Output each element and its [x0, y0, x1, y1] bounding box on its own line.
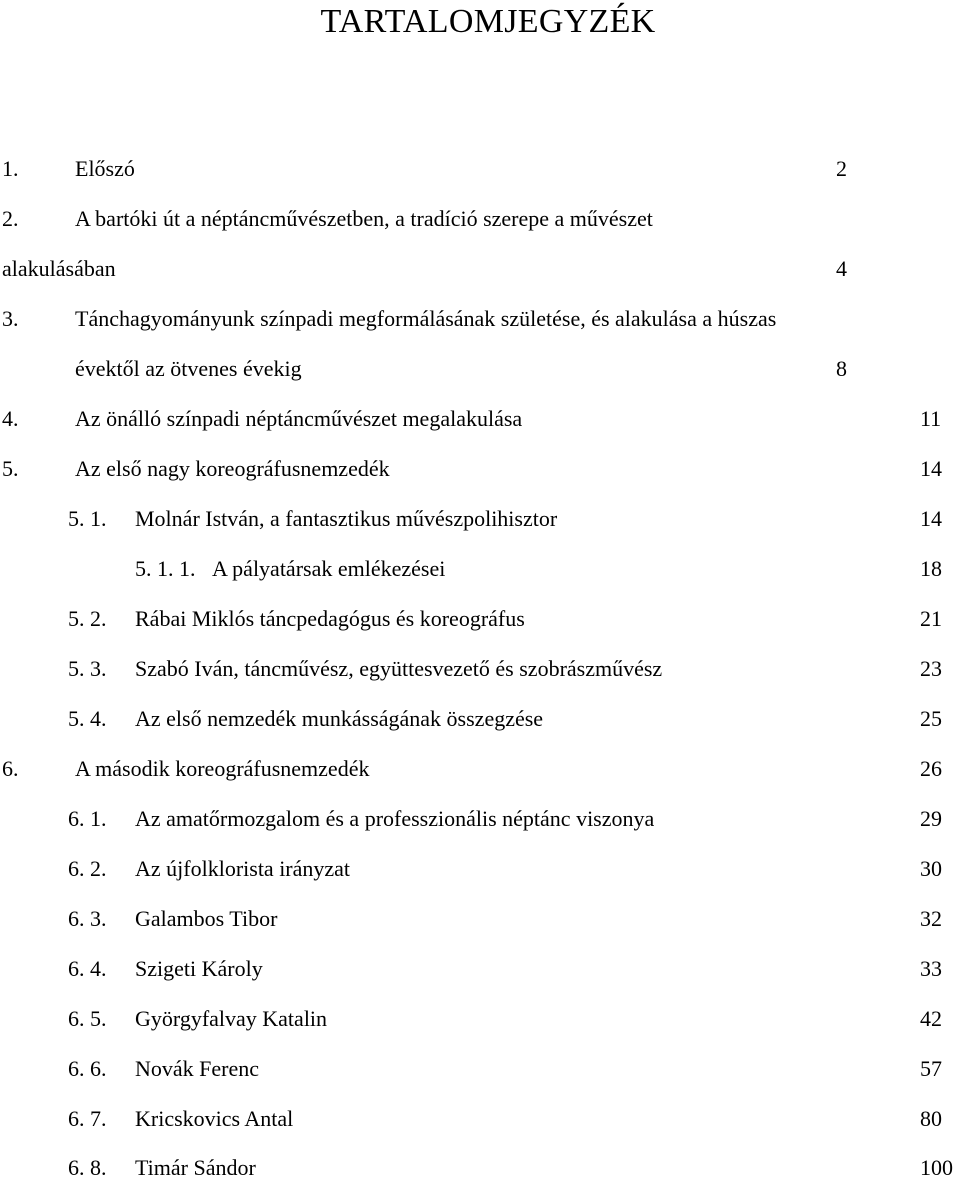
toc-entry-number: 6. 3. [68, 906, 107, 931]
toc-entry-title: Tánchagyományunk színpadi megformálásának születése, és alakulása a húszas [75, 306, 777, 331]
toc-entry-title: Szabó Iván, táncművész, együttesvezető és szobrászművész [135, 656, 663, 681]
toc-entry-page: 57 [920, 1056, 942, 1081]
page-title: TARTALOMJEGYZÉK [320, 3, 656, 40]
toc-entry-number: 6. 2. [68, 856, 107, 881]
toc-entry-page: 14 [920, 456, 942, 481]
toc-entry-title: Györgyfalvay Katalin [135, 1006, 328, 1031]
toc-entry-page: 4 [836, 256, 847, 281]
toc-entry-number: 6. 4. [68, 956, 107, 981]
toc-entry-number: 5. [2, 456, 19, 481]
toc-entry-number: 5. 3. [68, 656, 107, 681]
toc-entry-page: 42 [920, 1006, 942, 1031]
toc-entry-title-continuation: alakulásában [2, 256, 116, 281]
toc-entry-page: 30 [920, 856, 942, 881]
toc-entry-page: 14 [920, 506, 942, 531]
toc-entry-page: 18 [920, 556, 942, 581]
toc-entry-title: Novák Ferenc [135, 1056, 260, 1081]
toc-entry-number: 6. 5. [68, 1006, 107, 1031]
toc-entry-title: Előszó [75, 156, 135, 181]
toc-entry-title: A pályatársak emlékezései [212, 556, 446, 581]
toc-entry-page: 23 [920, 656, 942, 681]
toc-entry-number: 4. [2, 406, 19, 431]
toc-entry-page: 11 [920, 406, 942, 431]
toc-entry-page: 33 [920, 956, 942, 981]
toc-entry-page: 21 [920, 606, 942, 631]
toc-entry-title: Az amatőrmozgalom és a professzionális néptánc viszonya [135, 806, 655, 831]
toc-entry-number: 5. 2. [68, 606, 107, 631]
toc-entry-page: 100 [920, 1155, 953, 1180]
toc-entry-title: A második koreográfusnemzedék [75, 756, 370, 781]
toc-entry-number: 5. 4. [68, 706, 107, 731]
toc-entry-number: 5. 1. 1. [135, 556, 196, 581]
toc-entry-title: Szigeti Károly [135, 956, 263, 981]
toc-entry-number: 6. 6. [68, 1056, 107, 1081]
toc-entry-title: Timár Sándor [135, 1155, 256, 1180]
toc-entry-page: 80 [920, 1106, 942, 1131]
toc-entry-number: 1. [2, 156, 19, 181]
toc-entry-title: A bartóki út a néptáncművészetben, a tradíció szerepe a művészet [75, 206, 653, 231]
toc-entry-title: Rábai Miklós táncpedagógus és koreográfus [135, 606, 525, 631]
toc-entry-page: 8 [836, 356, 847, 381]
toc-entry-page: 29 [920, 806, 942, 831]
toc-entry-title: Molnár István, a fantasztikus művészpolihisztor [135, 506, 558, 531]
toc-entry-title: Az első nagy koreográfusnemzedék [75, 456, 390, 481]
toc-entry-number: 6. 1. [68, 806, 107, 831]
toc-entry-number: 6. 7. [68, 1106, 107, 1131]
toc-entry-number: 2. [2, 206, 19, 231]
toc-entry-number: 3. [2, 306, 19, 331]
toc-entry-title: Az önálló színpadi néptáncművészet megalakulása [75, 406, 523, 431]
toc-entry-number: 6. [2, 756, 19, 781]
toc-entry-page: 25 [920, 706, 942, 731]
toc-entry-title: Kricskovics Antal [135, 1106, 294, 1131]
toc-entry-title: Galambos Tibor [135, 906, 278, 931]
toc-entry-number: 5. 1. [68, 506, 107, 531]
toc-entry-page: 26 [920, 756, 942, 781]
toc-entry-number: 6. 8. [68, 1155, 107, 1180]
toc-entry-title: Az első nemzedék munkásságának összegzése [135, 706, 544, 731]
toc-entry-title-continuation: évektől az ötvenes évekig [75, 356, 302, 381]
toc-entry-page: 32 [920, 906, 942, 931]
toc-entry-title: Az újfolklorista irányzat [135, 856, 351, 881]
toc-entry-page: 2 [836, 156, 847, 181]
